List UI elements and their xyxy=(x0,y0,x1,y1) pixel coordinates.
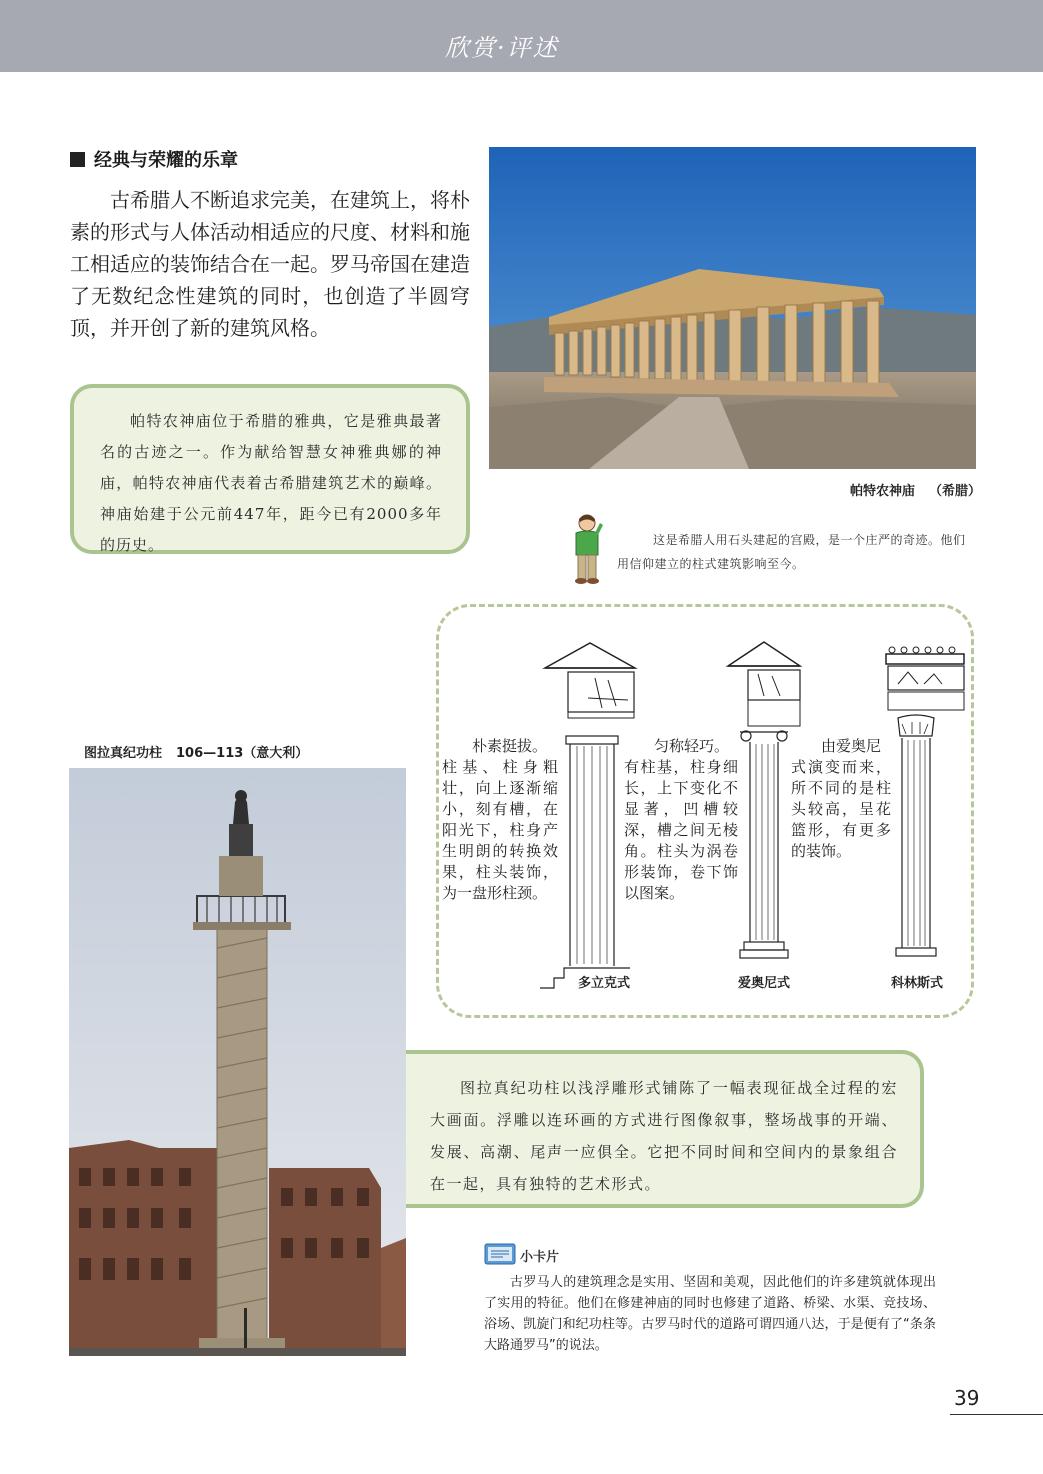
ionic-description xyxy=(624,736,738,904)
trajan-column-photo xyxy=(69,768,406,1356)
corinthian-label: 科林斯式 xyxy=(891,976,944,991)
card-icon xyxy=(484,1242,516,1266)
header-title: 欣赏·评述 xyxy=(445,34,559,62)
intro-paragraph: 古希腊人不断追求完美，在建筑上，将朴素的形式与人体活动相适应的尺度、材料和施工相适应的装饰结合在一起。罗马帝国在建造了无数纪念性建筑的同时，也创造了半圆穹顶，并开创了新的建筑风格。 xyxy=(70,188,470,340)
doric-label: 多立克式 xyxy=(578,976,631,991)
ionic-text: 有柱基，柱身细长，上下变化不显著，凹槽较深，槽之间无棱角。柱头为涡卷形装饰，卷下饰以图案。 xyxy=(624,758,738,902)
ionic-label: 爱奥尼式 xyxy=(738,976,791,991)
parthenon-caption-place: （希腊） xyxy=(929,484,982,499)
corinthian-lead: 由爱奥尼 xyxy=(821,737,882,755)
parthenon-caption xyxy=(836,480,981,499)
boy-remark: 这是希腊人用石头建起的宫殿，是一个庄严的奇迹。他们用信仰建立的柱式建筑影响至今。 xyxy=(617,533,966,571)
card-title: 小卡片 xyxy=(520,1250,560,1265)
parthenon-note-box xyxy=(70,384,470,554)
doric-lead: 朴素挺拔。 xyxy=(472,737,548,755)
trajan-caption xyxy=(70,742,308,761)
parthenon-note-text: 帕特农神庙位于希腊的雅典，它是雅典最著名的古迹之一。作为献给智慧女神雅典娜的神庙，帕特农神庙代表着古希腊建筑艺术的巅峰。神庙始建于公元前447年，距今已有2000多年的历史。 xyxy=(100,412,442,554)
trajan-note-text: 图拉真纪功柱以浅浮雕形式铺陈了一幅表现征战全过程的宏大画面。浮雕以连环画的方式进行图像叙事，整场战事的开端、发展、高潮、尾声一应俱全。它把不同时间和空间内的景象组合在一起，具有独特的艺术形式。 xyxy=(430,1079,898,1193)
section-heading-text: 经典与荣耀的乐章 xyxy=(94,150,238,171)
trajan-caption-date: 106—113（意大利） xyxy=(176,746,309,761)
trajan-note-box xyxy=(406,1050,924,1208)
doric-text: 柱基、柱身粗壮，向上逐渐缩小，刻有槽，在阳光下，柱身产生明朗的转换效果，柱头装饰，为一盘形柱颈。 xyxy=(442,758,558,902)
boy-figure-icon xyxy=(567,513,607,585)
page-number: 39 xyxy=(954,1386,980,1410)
page-number-rule xyxy=(950,1414,1043,1415)
square-bullet-icon xyxy=(70,152,85,167)
ionic-lead: 匀称轻巧。 xyxy=(654,737,730,755)
corinthian-text: 式演变而来，所不同的是柱头较高，呈花篮形，有更多的装饰。 xyxy=(791,758,891,860)
section-heading xyxy=(70,146,238,172)
card-text: 古罗马人的建筑理念是实用、坚固和美观，因此他们的许多建筑就体现出了实用的特征。他们在修建神庙的同时也修建了道路、桥梁、水渠、竞技场、浴场、凯旋门和纪功柱等。古罗马时代的道路可谓四通八达，于是便有了“条条大路通罗马”的说法。 xyxy=(484,1275,936,1353)
trajan-caption-name: 图拉真纪功柱 xyxy=(84,746,163,761)
corinthian-description xyxy=(791,736,891,862)
parthenon-caption-name: 帕特农神庙 xyxy=(850,484,916,499)
parthenon-photo xyxy=(489,147,976,469)
corinthian-column-drawing xyxy=(884,644,966,964)
